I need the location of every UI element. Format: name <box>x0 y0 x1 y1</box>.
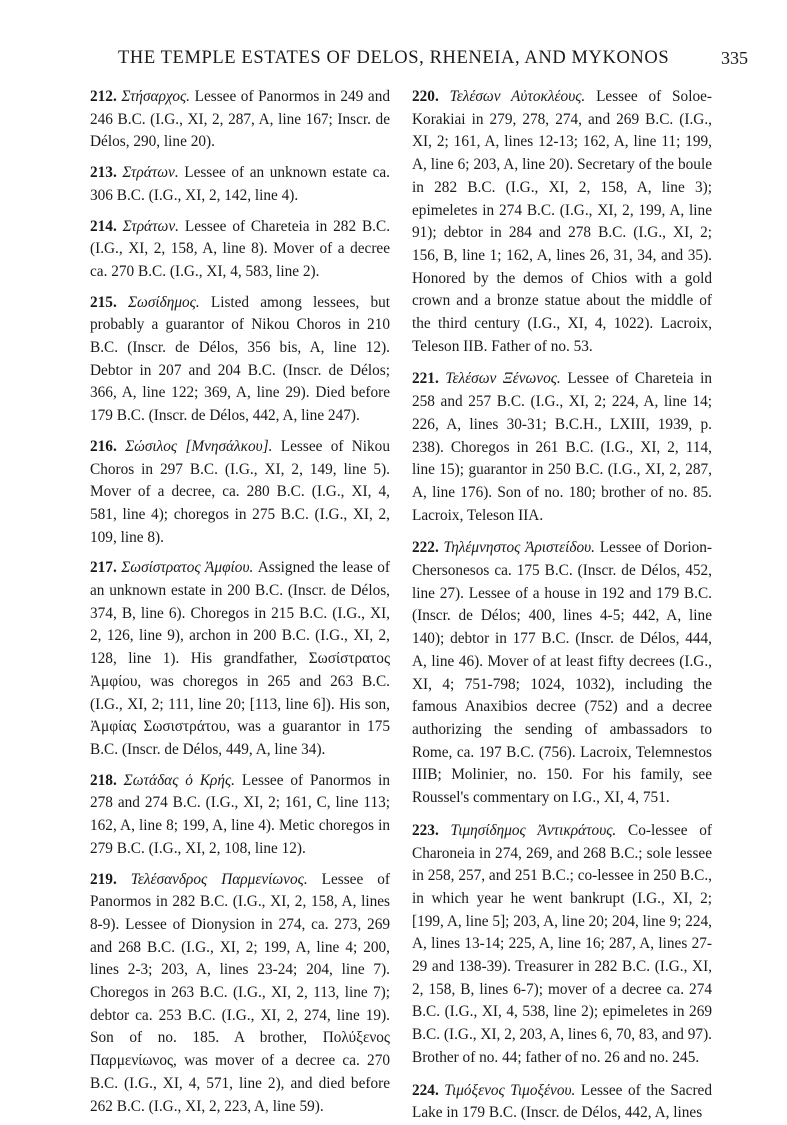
entry-text: Lessee of Soloe-Korakiai in 279, 278, 274, and 269 B.C. (I.G., XI, 2; 161, A, lines 12-13; 162, A, line 11; 199, A, line 6; 203, A, line 20). Secretary of the boule in 282 B.C. (I.G., XI, 2, 158, A, line 3); epimeletes in 274 B.C. (I.G., XI, 2, 199, A, line 91); debtor in 284 and 278 B.C. (I.G., XI, 2; 156, B, line 1; 162, A, lines 26, 31, 34, and 35). Honored by the demos of Chios with a gold crown and a bronze statue about the middle of the third century (I.G., XI, 4, 1022). Lacroix, Teleson IIB. Father of no. 53. <box>412 88 712 355</box>
entry-223 <box>412 820 712 1070</box>
entry-text: Lessee of Panormos in 249 and 246 B.C. (I.G., XI, 2, 287, A, line 167; Inscr. de Délos, 290, line 20). <box>90 88 391 151</box>
entry-number: 217. <box>90 559 117 577</box>
entry-number: 220. <box>412 88 439 105</box>
entry-number: 212. <box>90 88 117 105</box>
entry-text: Assigned the lease of an unknown estate in 200 B.C. (Inscr. de Délos, 374, B, line 6). Choregos in 215 B.C. (I.G., XI, 2, 126, line 9), archon in 200 B.C. (I.G., XI, 2, 128, line 1). His grandfather, Σωσίστρατος Ἀμφίου, was choregos in 265 and 263 B.C. (I.G., XI, 2; 111, line 20; [113, line 6]). His son, Ἀμφίας Σωσιστράτου, was a guarantor in 175 B.C. (Inscr. de Délos, 449, A, line 34). <box>90 559 390 758</box>
entry-219 <box>90 869 390 1119</box>
entry-224 <box>412 1080 712 1125</box>
running-title: THE TEMPLE ESTATES OF DELOS, RHENEIA, AND MYKONOS <box>118 48 670 68</box>
entry-text: Lessee of an unknown estate ca. 306 B.C. (I.G., XI, 2, 142, line 4). <box>90 164 390 204</box>
entry-text: Listed among lessees, but probably a guarantor of Nikou Choros in 210 B.C. (Inscr. de Délos, 356 bis, A, line 12). Debtor in 207 and 204 B.C. (Inscr. de Délos; 366, A, line 122; 369, A, line 29). Died before 179 B.C. (Inscr. de Délos, 442, A, line 247). <box>90 293 390 425</box>
entry-number: 215. <box>90 293 117 311</box>
entry-number: 223. <box>412 821 439 839</box>
entry-number: 213. <box>90 164 117 182</box>
entry-216 <box>90 436 390 550</box>
entry-text: Lessee of Nikou Choros in 297 B.C. (I.G., XI, 2, 149, line 5). Mover of a decree, ca. 280 B.C. (I.G., XI, 4, 581, line 4); choregos in 275 B.C. (I.G., XI, 2, 109, line 8). <box>90 437 390 546</box>
right-column <box>412 86 712 1125</box>
entry-name: Τελέσων Ξένωνος. <box>445 370 561 388</box>
running-header <box>88 48 748 72</box>
entry-name: Τηλέμνηστος Ἀριστείδου. <box>443 539 595 557</box>
entry-text: Lessee of Chareteia in 258 and 257 B.C. (I.G., XI, 2; 224, A, line 14; 226, A, lines 30-31; B.C.H., LXIII, 1939, p. 238). Choregos in 261 B.C. (I.G., XI, 2, 114, line 15); guarantor in 250 B.C. (I.G., XI, 2, 287, A, line 176). Son of no. 180; brother of no. 85. Lacroix, Teleson IIA. <box>412 370 712 524</box>
entry-name: Στήσαρχος. <box>121 88 191 105</box>
entry-name: Στράτων. <box>122 164 179 182</box>
entry-name: Τελέσανδρος Παρμενίωνος. <box>130 870 308 888</box>
entry-number: 224. <box>412 1081 439 1099</box>
entry-number: 219. <box>90 870 117 888</box>
entry-name: Σωσίδημος. <box>127 293 200 311</box>
entry-212 <box>90 86 390 154</box>
entry-number: 216. <box>90 437 117 455</box>
left-column <box>90 86 390 1118</box>
entry-number: 218. <box>90 771 117 789</box>
entry-text: Lessee of the Sacred Lake in 179 B.C. (Inscr. de Délos, 442, A, lines <box>412 1081 712 1122</box>
entry-218 <box>90 770 390 861</box>
entry-name: Τιμησίδημος Ἀντικράτους. <box>450 821 617 839</box>
entry-name: Τελέσων Αὐτοκλέους. <box>449 88 586 105</box>
entry-number: 214. <box>90 217 117 235</box>
entry-name: Σωτάδας ὁ Κρής. <box>123 771 235 789</box>
entry-text: Co-lessee of Charoneia in 274, 269, and 268 B.C.; sole lessee in 258, 257, and 251 B.C.; co-lessee in 250 B.C., in which year he went bankrupt (I.G., XI, 2; [199, A, line 5]; 203, A, line 20; 204, line 9; 224, A, lines 13-14; 225, A, line 16; 287, A, lines 27-29 and 138-39). Treasurer in 282 B.C. (I.G., XI, 2, 158, B, lines 6-7); mover of a decree ca. 274 B.C. (I.G., XI, 4, 538, line 2); epimeletes in 269 B.C. (I.G., XI, 2, 203, A, lines 6, 70, 83, and 97). Brother of no. 44; father of no. 26 and no. 245. <box>412 821 713 1066</box>
entry-214 <box>90 216 390 284</box>
entry-name: Στράτων. <box>122 217 179 235</box>
entry-213 <box>90 162 390 207</box>
entry-222 <box>412 537 712 809</box>
entry-text: Lessee of Panormos in 278 and 274 B.C. (I.G., XI, 2; 161, C, line 113; 162, A, line 8; 199, A, line 4). Metic choregos in 279 B.C. (I.G., XI, 2, 108, line 12). <box>90 771 390 857</box>
entry-text: Lessee of Chareteia in 282 B.C. (I.G., XI, 2, 158, A, line 8). Mover of a decree ca. 270 B.C. (I.G., XI, 4, 583, line 2). <box>90 217 391 280</box>
entry-text: Lessee of Dorion-Chersonesos ca. 175 B.C. (Inscr. de Délos, 452, line 27). Lessee of a house in 192 and 179 B.C. (Inscr. de Délos; 400, lines 4-5; 442, A, line 140); debtor in 177 B.C. (Inscr. de Délos, 444, A, line 46). Mover of at least fifty decrees (I.G., XI, 4; 751-798; 1024, 1032), including the famous Anaxibios decree (752) and a decree authorizing the sending of ambassadors to Rome, ca. 197 B.C. (756). Lacroix, Telemnestos IIIB; Molinier, no. 150. For his family, see Roussel's commentary on I.G., XI, 4, 751. <box>412 539 712 807</box>
entry-217 <box>90 557 390 761</box>
entry-name: Σωσίστρατος Ἀμφίου. <box>121 559 254 577</box>
entry-name: Σώσιλος [Μνησάλκου]. <box>125 437 273 455</box>
entry-name: Τιμόξενος Τιμοξένου. <box>444 1081 576 1099</box>
entry-220 <box>412 86 712 358</box>
entry-221 <box>412 368 712 527</box>
entry-number: 221. <box>412 370 439 388</box>
entry-text: Lessee of Panormos in 282 B.C. (I.G., XI, 2, 158, A, lines 8-9). Lessee of Dionysion in 274, ca. 273, 269 and 268 B.C. (I.G., XI, 2; 199, A, line 4; 200, lines 2-3; 203, A, lines 23-24; 204, line 7). Choregos in 263 B.C. (I.G., XI, 2, 113, line 7); debtor ca. 253 B.C. (I.G., XI, 2, 274, line 19). Son of no. 185. A brother, Πολύξενος Παρμενίωνος, was mover of a decree ca. 270 B.C. (I.G., XI, 4, 571, line 2), and died before 262 B.C. (I.G., XI, 2, 223, A, line 59). <box>90 870 390 1115</box>
entry-number: 222. <box>412 539 439 557</box>
page-number: 335 <box>721 48 748 68</box>
entry-215 <box>90 292 390 428</box>
